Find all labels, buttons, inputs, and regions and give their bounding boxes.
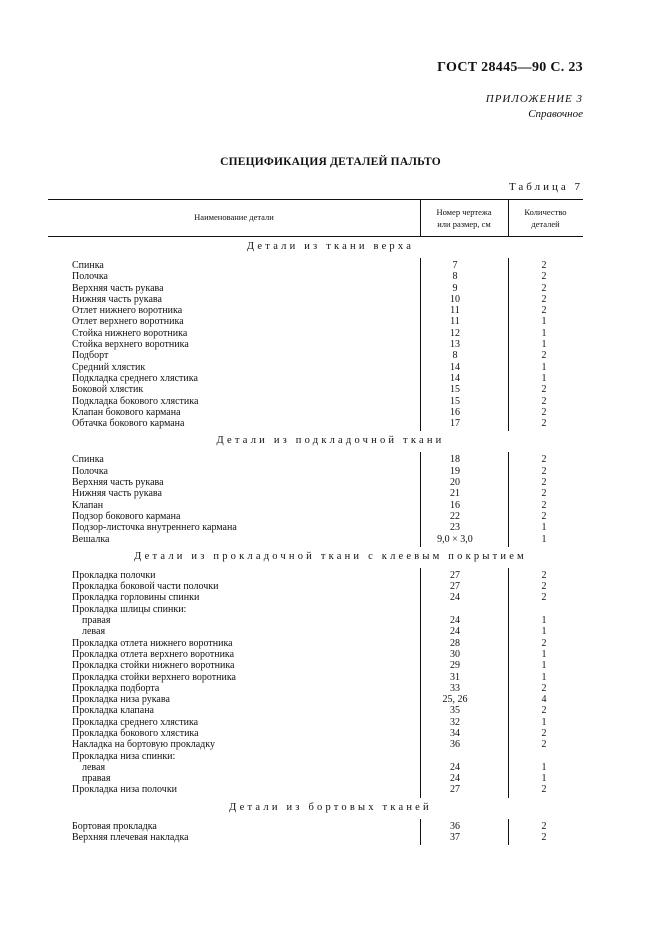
detail-quantity: 2 <box>541 454 547 466</box>
drawing-number: 11 <box>450 316 460 328</box>
detail-name: Прокладка низа полочки <box>72 784 178 796</box>
detail-quantity: 4 <box>541 694 547 706</box>
drawing-number: 9,0 × 3,0 <box>437 533 473 545</box>
drawing-number: 9 <box>452 282 458 294</box>
table-row <box>0 260 661 271</box>
drawing-number: 24 <box>450 773 460 785</box>
detail-quantity: 1 <box>541 773 547 785</box>
detail-quantity: 2 <box>541 271 547 283</box>
specification-title: СПЕЦИФИКАЦИЯ ДЕТАЛЕЙ ПАЛЬТО <box>220 156 441 168</box>
detail-name: Прокладка бокового хлястика <box>72 727 199 739</box>
detail-name: Подборт <box>72 350 109 362</box>
detail-quantity: 2 <box>541 418 547 430</box>
drawing-number: 25, 26 <box>442 694 468 706</box>
drawing-number: 24 <box>450 626 460 638</box>
table-row <box>0 534 661 545</box>
detail-quantity: 2 <box>541 477 547 489</box>
section-title: Детали из бортовых тканей <box>229 801 432 813</box>
section-title: Детали из подкладочной ткани <box>216 435 445 447</box>
drawing-number: 30 <box>450 648 460 660</box>
drawing-number: 11 <box>450 305 460 317</box>
table-row <box>0 271 661 282</box>
detail-name: Подкладка среднего хлястика <box>72 372 198 384</box>
detail-quantity: 2 <box>541 820 547 832</box>
detail-quantity: 1 <box>541 626 547 638</box>
table-row <box>0 762 661 773</box>
table-row <box>0 373 661 384</box>
table-row <box>0 626 661 637</box>
detail-quantity: 2 <box>541 350 547 362</box>
column-divider <box>420 452 421 546</box>
table-row <box>0 784 661 795</box>
column-divider <box>420 568 421 798</box>
detail-quantity: 1 <box>541 716 547 728</box>
column-divider <box>508 819 509 846</box>
drawing-number: 10 <box>450 293 460 305</box>
column-divider <box>508 568 509 798</box>
detail-quantity: 1 <box>541 316 547 328</box>
detail-quantity: 2 <box>541 705 547 717</box>
detail-name: Стойка нижнего воротника <box>72 327 188 339</box>
detail-name: Отлет нижнего воротника <box>72 305 183 317</box>
detail-quantity: 1 <box>541 533 547 545</box>
detail-quantity: 1 <box>541 671 547 683</box>
drawing-number: 16 <box>450 499 460 511</box>
table-row <box>0 672 661 683</box>
detail-name: Клапан <box>72 499 104 511</box>
table-row <box>0 466 661 477</box>
detail-name: левая <box>82 761 106 773</box>
detail-quantity: 1 <box>541 339 547 351</box>
table-row <box>0 604 661 615</box>
detail-name: Подзор бокового кармана <box>72 510 181 522</box>
detail-name: Прокладка шлицы спинки: <box>72 603 187 615</box>
column-header-qty-line2: деталей <box>531 219 560 229</box>
detail-name: Отлет верхнего воротника <box>72 316 184 328</box>
drawing-number: 35 <box>450 705 460 717</box>
column-header-number-line2: или размер, см <box>437 219 491 229</box>
detail-quantity: 2 <box>541 406 547 418</box>
table-row <box>0 717 661 728</box>
detail-quantity: 2 <box>541 569 547 581</box>
detail-name: Бортовая прокладка <box>72 820 157 832</box>
detail-quantity: 1 <box>541 648 547 660</box>
detail-name: Вешалка <box>72 533 110 545</box>
detail-name: Боковой хлястик <box>72 384 144 396</box>
detail-name: Верхняя часть рукава <box>72 477 164 489</box>
detail-quantity: 2 <box>541 739 547 751</box>
detail-quantity: 1 <box>541 327 547 339</box>
detail-quantity: 2 <box>541 637 547 649</box>
detail-quantity: 2 <box>541 832 547 844</box>
drawing-number: 36 <box>450 820 460 832</box>
drawing-number: 29 <box>450 660 460 672</box>
table-row <box>0 660 661 671</box>
drawing-number: 24 <box>450 761 460 773</box>
detail-name: Клапан бокового кармана <box>72 406 181 418</box>
table-row <box>0 821 661 832</box>
column-header-number <box>420 206 508 230</box>
detail-name: Прокладка боковой части полочки <box>72 581 219 593</box>
table-row <box>0 739 661 750</box>
detail-name: Прокладка отлета верхнего воротника <box>72 648 235 660</box>
drawing-number: 7 <box>452 260 458 271</box>
table-row <box>0 638 661 649</box>
column-divider <box>508 258 509 431</box>
table-row <box>0 773 661 784</box>
table-row <box>0 384 661 395</box>
detail-name: Накладка на бортовую прокладку <box>72 739 215 751</box>
table-row <box>0 683 661 694</box>
detail-name: Подзор-листочка внутреннего кармана <box>72 522 237 534</box>
section-spacer <box>0 843 661 846</box>
detail-quantity: 1 <box>541 761 547 773</box>
drawing-number: 34 <box>450 727 460 739</box>
drawing-number: 16 <box>450 406 460 418</box>
table-row <box>0 294 661 305</box>
drawing-number: 14 <box>450 372 460 384</box>
detail-quantity: 2 <box>541 581 547 593</box>
detail-name: Прокладка клапана <box>72 705 154 717</box>
drawing-number: 22 <box>450 510 460 522</box>
detail-quantity: 2 <box>541 682 547 694</box>
drawing-number: 32 <box>450 716 460 728</box>
detail-name: Прокладка горловины спинки <box>72 592 200 604</box>
detail-name: Подкладка бокового хлястика <box>72 395 199 407</box>
table-header-rule <box>48 236 583 237</box>
table-row <box>0 316 661 327</box>
detail-quantity: 2 <box>541 510 547 522</box>
detail-name: Прокладка низа рукава <box>72 694 170 706</box>
section-title: Детали из ткани верха <box>246 241 415 252</box>
detail-name: левая <box>82 626 106 638</box>
table-row <box>0 488 661 499</box>
table-row <box>0 396 661 407</box>
column-header-qty <box>508 206 583 230</box>
detail-name: Верхняя плечевая накладка <box>72 832 189 844</box>
table-body <box>0 238 661 846</box>
detail-name: Стойка верхнего воротника <box>72 339 189 351</box>
table-row <box>0 705 661 716</box>
drawing-number: 19 <box>450 465 460 477</box>
detail-quantity: 1 <box>541 372 547 384</box>
drawing-number: 20 <box>450 477 460 489</box>
appendix-label: ПРИЛОЖЕНИЕ 3 <box>485 93 583 105</box>
detail-name: Прокладка низа спинки: <box>72 750 176 762</box>
drawing-number: 15 <box>450 395 460 407</box>
table-row <box>0 418 661 429</box>
table-row <box>0 500 661 511</box>
drawing-number: 8 <box>452 271 458 283</box>
detail-quantity: 1 <box>541 522 547 534</box>
detail-quantity: 2 <box>541 305 547 317</box>
detail-quantity: 2 <box>541 727 547 739</box>
detail-name: Прокладка подборта <box>72 682 160 694</box>
table-row <box>0 751 661 762</box>
detail-quantity: 1 <box>541 361 547 373</box>
table-row <box>0 649 661 660</box>
detail-name: Прокладка отлета нижнего воротника <box>72 637 233 649</box>
drawing-number: 27 <box>450 581 460 593</box>
detail-name: Обтачка бокового кармана <box>72 418 185 430</box>
drawing-number: 31 <box>450 671 460 683</box>
detail-name: Нижняя часть рукава <box>72 488 162 500</box>
column-divider <box>508 452 509 546</box>
detail-quantity: 1 <box>541 615 547 627</box>
detail-quantity: 2 <box>541 499 547 511</box>
detail-quantity: 2 <box>541 784 547 796</box>
detail-name: Прокладка среднего хлястика <box>72 716 199 728</box>
drawing-number: 15 <box>450 384 460 396</box>
column-header-number-line1: Номер чертежа <box>436 207 492 217</box>
table-label: Таблица 7 <box>508 181 583 193</box>
drawing-number: 27 <box>450 569 460 581</box>
detail-quantity: 2 <box>541 282 547 294</box>
column-divider <box>420 819 421 846</box>
detail-quantity: 2 <box>541 384 547 396</box>
detail-name: Нижняя часть рукава <box>72 293 162 305</box>
drawing-number: 36 <box>450 739 460 751</box>
detail-name: правая <box>82 773 111 785</box>
table-row <box>0 694 661 705</box>
appendix-type: Справочное <box>528 108 583 120</box>
document-title: ГОСТ 28445—90 С. 23 <box>437 60 583 75</box>
table-row <box>0 832 661 843</box>
column-header-name: Наименование детали <box>194 212 274 222</box>
detail-name: Прокладка полочки <box>72 569 156 581</box>
drawing-number: 14 <box>450 361 460 373</box>
drawing-number: 18 <box>450 454 460 466</box>
column-divider <box>420 258 421 431</box>
section-title: Детали из прокладочной ткани с клеевым покрытием <box>134 550 527 562</box>
table-row <box>0 615 661 626</box>
table-row <box>0 581 661 592</box>
table-row <box>0 477 661 488</box>
column-header-qty-line1: Количество <box>524 207 567 217</box>
detail-name: правая <box>82 615 111 627</box>
drawing-number: 33 <box>450 682 460 694</box>
table-row <box>0 728 661 739</box>
detail-quantity: 2 <box>541 293 547 305</box>
drawing-number: 13 <box>450 339 460 351</box>
table-row <box>0 522 661 533</box>
detail-name: Прокладка стойки верхнего воротника <box>72 671 236 683</box>
detail-name: Полочка <box>72 271 108 283</box>
detail-quantity: 2 <box>541 592 547 604</box>
detail-quantity: 2 <box>541 395 547 407</box>
detail-name: Верхняя часть рукава <box>72 282 164 294</box>
table-row <box>0 339 661 350</box>
table-row <box>0 592 661 603</box>
drawing-number: 27 <box>450 784 460 796</box>
drawing-number: 23 <box>450 522 460 534</box>
detail-name: Спинка <box>72 260 104 271</box>
drawing-number: 21 <box>450 488 460 500</box>
table-row <box>0 283 661 294</box>
table-row <box>0 407 661 418</box>
detail-name: Спинка <box>72 454 104 466</box>
detail-name: Прокладка стойки нижнего воротника <box>72 660 235 672</box>
drawing-number: 37 <box>450 832 460 844</box>
detail-name: Полочка <box>72 465 108 477</box>
table-row <box>0 328 661 339</box>
drawing-number: 24 <box>450 592 460 604</box>
table-top-rule <box>48 199 583 200</box>
table-row <box>0 362 661 373</box>
table-row <box>0 350 661 361</box>
table-row <box>0 454 661 465</box>
drawing-number: 28 <box>450 637 460 649</box>
detail-quantity: 2 <box>541 465 547 477</box>
drawing-number: 24 <box>450 615 460 627</box>
detail-quantity: 2 <box>541 488 547 500</box>
detail-name: Средний хлястик <box>72 361 146 373</box>
detail-quantity: 2 <box>541 260 547 271</box>
drawing-number: 12 <box>450 327 460 339</box>
table-row <box>0 305 661 316</box>
detail-quantity: 1 <box>541 660 547 672</box>
table-row <box>0 570 661 581</box>
table-row <box>0 511 661 522</box>
drawing-number: 17 <box>450 418 460 430</box>
drawing-number: 8 <box>452 350 458 362</box>
